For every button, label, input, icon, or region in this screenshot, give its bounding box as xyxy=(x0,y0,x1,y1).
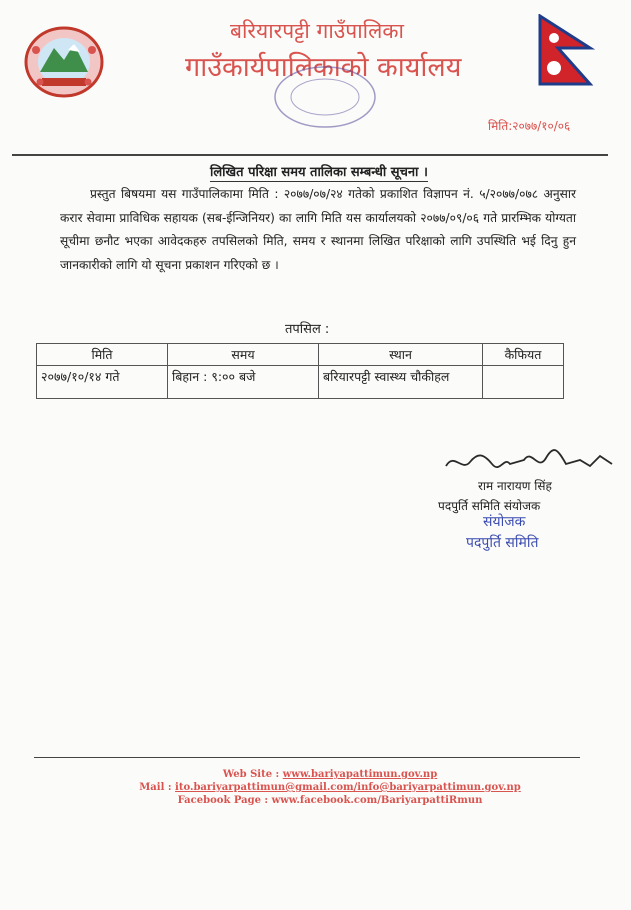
table-header-row xyxy=(37,344,564,366)
header-venue: स्थान xyxy=(319,344,483,366)
facebook-label: Facebook Page : xyxy=(177,795,269,806)
notice-body: प्रस्तुत बिषयमा यस गाउँपालिकामा मिति : २०७७/०७/२४ गतेको प्रकाशित विज्ञापन नं. ५/२०७७/०७८ अनुसार करार सेवामा प्राविधिक सहायक (सब-ईन्जिनियर) का लागि मिति यस कार्यालयको २०७७/०९/०६ गते प्रारम्भिक योग्यता सूचीमा छनौट भएका आवेदकहरु तपसिलको मिति, समय र स्थानमा लिखित परिक्षाको लागि उपस्थिति भई दिनु हुन जानकारीको लागि यो सूचना प्रकाशन गरिएको छ । xyxy=(60,187,576,272)
header-remarks: कैफियत xyxy=(483,344,564,366)
mail-label: Mail : xyxy=(139,782,172,793)
footer-mail xyxy=(130,782,530,793)
cell-time: बिहान : ९:०० बजे xyxy=(168,366,319,399)
table-row xyxy=(37,366,564,399)
header-divider xyxy=(12,154,608,156)
nepal-flag-icon xyxy=(536,14,596,86)
footer-divider xyxy=(34,757,580,758)
seal-line-2: पदपुर्ति समिति xyxy=(466,535,539,551)
notice-subject: लिखित परिक्षा समय तालिका सम्बन्धी सूचना । xyxy=(210,162,428,182)
office-name: गाउँकार्यपालिकाको कार्यालय xyxy=(185,52,462,83)
signatory-name: राम नारायण सिंह xyxy=(478,479,552,493)
notice-date: मिति:२०७७/१०/०६ xyxy=(488,119,571,133)
website-label: Web Site : xyxy=(222,769,280,780)
header-date: मिति xyxy=(37,344,168,366)
cell-date: २०७७/१०/१४ गते xyxy=(37,366,168,399)
footer-facebook xyxy=(130,795,530,806)
mail-link[interactable]: ito.bariyarpattimun@gmail.com/info@bariyarpattimun.gov.np xyxy=(175,782,521,793)
office-stamp-icon xyxy=(270,62,380,132)
header-time: समय xyxy=(168,344,319,366)
cell-remarks xyxy=(483,366,564,399)
footer-website xyxy=(130,769,530,780)
tapasil-label: तपसिल : xyxy=(285,322,330,337)
signatory-role: पदपुर्ति समिति संयोजक xyxy=(438,499,541,513)
seal-line-1: संयोजक xyxy=(483,514,526,530)
cell-venue: बरियारपट्टी स्वास्थ्य चौकीहल xyxy=(319,366,483,399)
facebook-link[interactable]: www.facebook.com/BariyarpattiRmun xyxy=(271,795,483,806)
website-link[interactable]: www.bariyapattimun.gov.np xyxy=(282,769,438,780)
municipality-name: बरियारपट्टी गाउँपालिका xyxy=(230,19,404,43)
nepal-emblem-icon xyxy=(20,20,108,100)
handwritten-signature-icon xyxy=(440,442,620,480)
exam-schedule-table xyxy=(36,343,564,399)
